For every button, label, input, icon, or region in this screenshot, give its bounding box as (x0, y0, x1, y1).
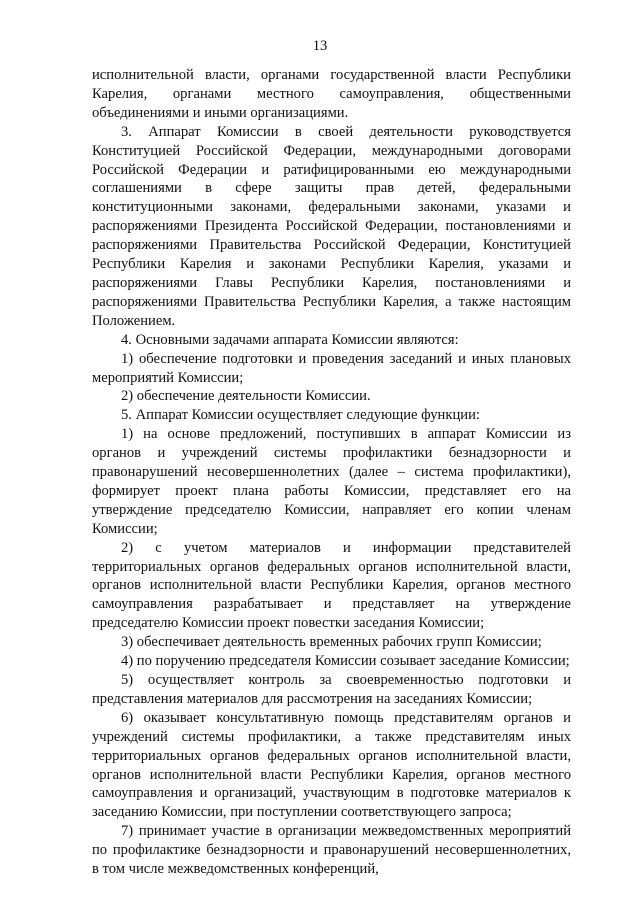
paragraph-subitem-4-2: 2) обеспечение деятельности Комиссии. (121, 388, 371, 405)
paragraph-item-4: 4. Основными задачами аппарата Комиссии являются: (121, 331, 459, 348)
paragraph-item-3: 3. Аппарат Комиссии в своей деятельности руководствуется Конституцией Российской Федерации, международными договорами Российской Федерации и ратифицированными ею международными соглашениями в сфере защиты прав детей, федеральными конституционными законами, федеральными законами, указами и распоряжениями Президента Российской Федерации, постановлениями и распоряжениями Правительства Российской Федерации, Конституцией Республики Карелия и законами Республики Карелия, указами и распоряжениями Главы Республики Карелия, постановлениями и распоряжениями Правительства Республики Карелия, а также настоящим Положением. (92, 123, 571, 329)
paragraph-subitem-5-6: 6) оказывает консультативную помощь представителям органов и учреждений системы профилактики, а также представителям иных территориальных органов федеральных органов исполнительной власти, органов исполнительной власти Республики Карелия, органов местного самоуправления и организаций, участвующим в подготовке материалов к заседанию Комиссии, при поступлении соответствующего запроса; (92, 709, 571, 821)
paragraph-subitem-5-3: 3) обеспечивает деятельность временных рабочих групп Комиссии; (121, 634, 542, 651)
paragraph-subitem-5-7: 7) принимает участие в организации межведомственных мероприятий по профилактике безнадзорности и правонарушений несовершеннолетних, в том числе межведомственных конференций, (92, 823, 571, 878)
paragraph-subitem-5-1: 1) на основе предложений, поступивших в аппарат Комиссии из органов и учреждений системы профилактики безнадзорности и правонарушений несовершеннолетних (далее – система профилактики), формирует проект плана работы Комиссии, представляет его на утверждение председателю Комиссии, направляет его копии членам Комиссии; (92, 426, 571, 537)
paragraph-subitem-5-5: 5) осуществляет контроль за своевременностью подготовки и представления материалов для рассмотрения на заседаниях Комиссии; (92, 672, 571, 707)
paragraph-subitem-4-1: 1) обеспечение подготовки и проведения заседаний и иных плановых мероприятий Комиссии; (92, 350, 571, 386)
paragraph-continuation: исполнительной власти, органами государственной власти Республики Карелия, органами местного самоуправления, общественными объединениями и иными организациями. (92, 67, 571, 121)
paragraph-subitem-5-2: 2) с учетом материалов и информации представителей территориальных органов федеральных органов исполнительной власти, органов исполнительной власти Республики Карелия, органов местного самоуправления разрабатывает и представляет на утверждение председателю Комиссии проект повестки заседания Комиссии; (92, 539, 571, 632)
paragraph-item-5: 5. Аппарат Комиссии осуществляет следующие функции: (121, 407, 480, 424)
paragraph-subitem-5-4: 4) по поручению председателя Комиссии созывает заседание Комиссии; (121, 653, 570, 670)
page-number: 13 (312, 38, 328, 54)
document-body (92, 66, 571, 879)
